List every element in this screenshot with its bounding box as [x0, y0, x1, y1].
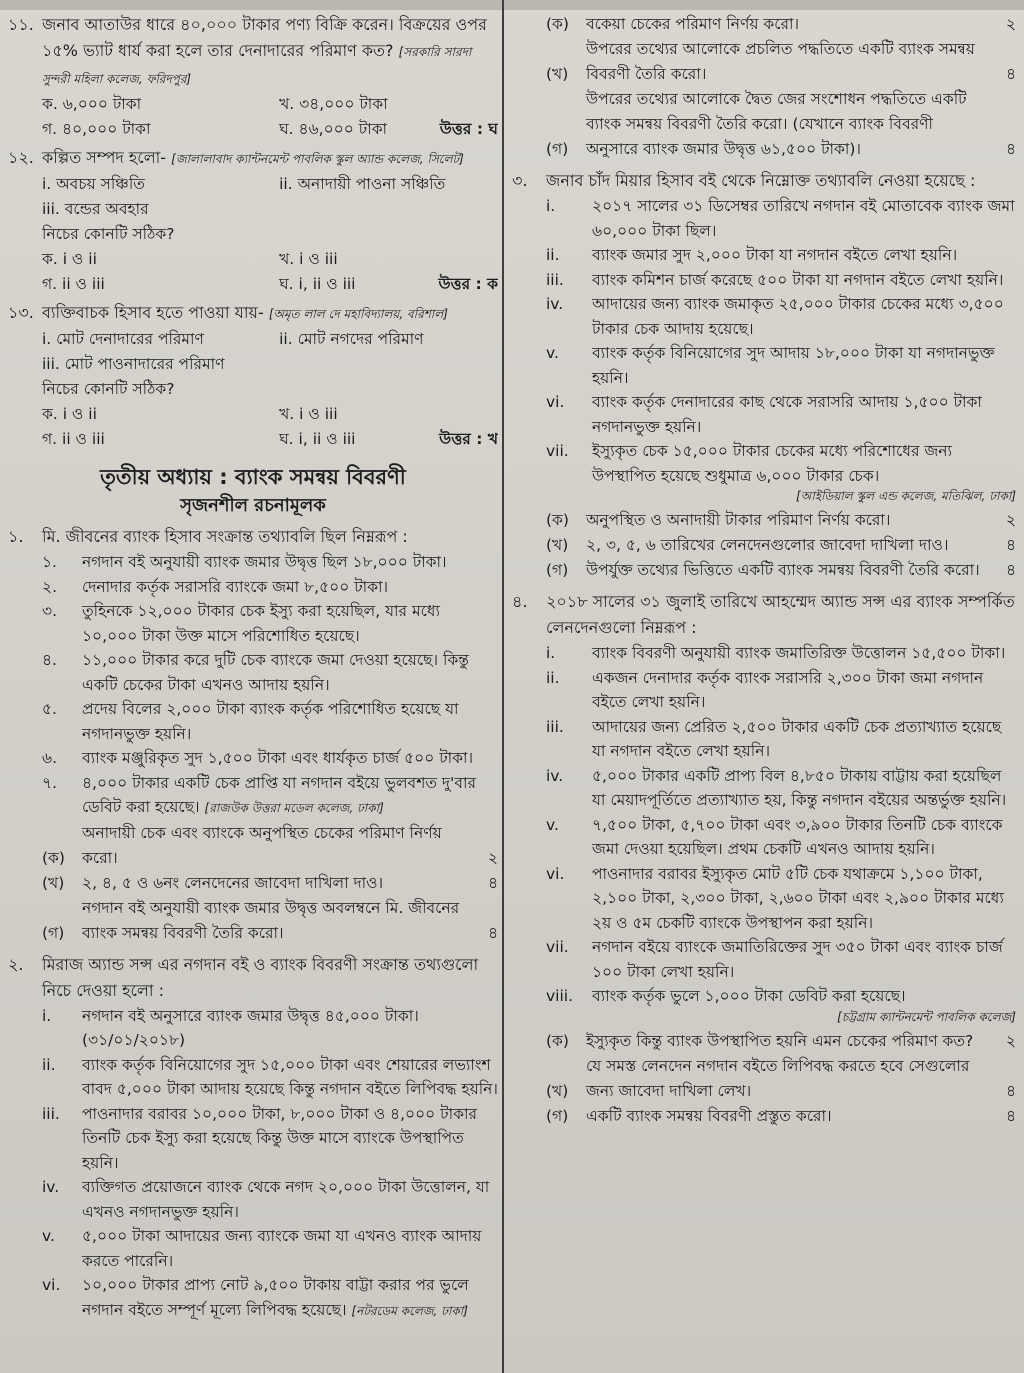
creative-question-2: [8, 952, 498, 1324]
statement: ii. অনাদায়ী পাওনা সঞ্চিতি: [279, 175, 446, 193]
creative-question-3: [512, 168, 1016, 583]
question-number: ৩.: [512, 171, 528, 190]
option-ga: গ. ii ও iii: [42, 275, 105, 293]
marks: ৪: [1005, 1081, 1016, 1100]
mcq-question-13: [8, 300, 498, 452]
list-item: ১. নগদান বই অনুযায়ী ব্যাংক জমার উদ্বৃত্ত ছিল ১৮,০০০ টাকা।: [42, 553, 447, 571]
statement: i. মোট দেনাদারের পরিমাণ: [42, 330, 204, 348]
left-column: [8, 12, 498, 1329]
list-item: iv. ব্যক্তিগত প্রয়োজনে ব্যাংক থেকে নগদ ২০,০০০ টাকা উত্তোলন, যা এখনও নগদানভুক্ত হয়নি।: [42, 1178, 490, 1221]
question-number: ৪.: [512, 592, 528, 611]
statement: iii. মোট পাওনাদারের পরিমাণ: [42, 355, 225, 373]
marks: ৪: [487, 923, 498, 942]
sub-question-ka: (ক) অনুপস্থিত ও অনাদায়ী টাকার পরিমাণ নির্ণয় করো। ২: [546, 508, 1016, 533]
source-institution: [চট্টগ্রাম ক্যান্টনমেন্ট পাবলিক কলেজ]: [837, 1009, 1016, 1024]
creative-question-4: [512, 589, 1016, 1129]
sub-question-ga: (গ) উপরের তথ্যের আলোকে দ্বৈত জের সংশোধন পদ্ধতিতে একটি ব্যাংক সমন্বয় বিবরণী তৈরি করো। (যেখানে ব্যাংক বিবরণী অনুসারে ব্যাংক জমার উদ্বৃত্ত ৬১,৫০০ টাকা)। ৪: [546, 87, 1016, 162]
data-list: [546, 194, 1016, 488]
statements-grid: [42, 327, 498, 352]
list-item: i. ব্যাংক বিবরণী অনুযায়ী ব্যাংক জমাতিরিক্ত উত্তোলন ১৫,৫০০ টাকা।: [546, 644, 1006, 662]
question-number: ২.: [8, 954, 24, 974]
question-text: কল্পিত সম্পদ হলো- [জালালাবাদ ক্যান্টনমেন্ট পাবলিক স্কুল অ্যান্ড কলেজ, সিলেট]: [42, 148, 464, 167]
marks: ২: [1005, 1031, 1016, 1050]
sub-question-ga: (গ) একটি ব্যাংক সমন্বয় বিবরণী প্রস্তুত করো। ৪: [546, 1104, 1016, 1129]
question-text: মি. জীবনের ব্যাংক হিসাব সংক্রান্ত তথ্যাবলি ছিল নিম্নরূপ :: [42, 527, 408, 546]
source-institution: [নটরডেম কলেজ, ঢাকা]: [351, 1303, 468, 1318]
list-item: ৩. তুহিনকে ১২,০০০ টাকার চেক ইস্যু করা হয়েছিল, যার মধ্যে ১০,০০০ টাকা উক্ত মাসে পরিশোধিত হয়েছে।: [42, 602, 440, 645]
sub-question-kha: (খ) ২, ৩, ৫, ৬ তারিখের লেনদেনগুলোর জাবেদা দাখিলা দাও। ৪: [546, 533, 1016, 558]
statement: iii. বন্ডের অবহার: [42, 200, 149, 218]
option-ga: গ. ii ও iii: [42, 430, 105, 448]
options-grid: [42, 402, 498, 427]
marks: ৪: [1005, 65, 1016, 83]
data-list: [546, 641, 1016, 1009]
chapter-title: তৃতীয় অধ্যায় : ব্যাংক সমন্বয় বিবরণী: [100, 465, 406, 489]
statements-grid: [42, 172, 498, 197]
question-number: ১.: [8, 527, 24, 546]
option-ga: গ. ৪০,০০০ টাকা: [42, 120, 151, 138]
sub-question-kha: (খ) যে সমস্ত লেনদেন নগদান বইতে লিপিবদ্ধ করতে হবে সেগুলোর জন্য জাবেদা দাখিলা লেখ। ৪: [546, 1054, 1016, 1104]
option-ka: ক. i ও ii: [42, 250, 97, 268]
list-item: ২. দেনাদার কর্তৃক সরাসরি ব্যাংকে জমা ৮,৫০০ টাকা।: [42, 577, 389, 596]
question-number: ১১.: [8, 15, 34, 34]
sub-question-ga: (গ) নগদান বই অনুযায়ী ব্যাংক জমার উদ্বৃত্ত অবলম্বনে মি. জীবনের ব্যাংক সমন্বয় বিবরণী তৈরি করো। ৪: [42, 896, 498, 946]
option-gha: ঘ. i, ii ও iii: [279, 430, 356, 448]
list-item: ii. একজন দেনাদার কর্তৃক ব্যাংক সরাসরি ২,৩০০ টাকা জমা নগদান বইতে লেখা হয়নি।: [546, 668, 984, 711]
answer-label: উত্তর : ঘ: [439, 120, 498, 138]
marks: ৪: [1005, 536, 1016, 554]
sub-question-kha: (খ) উপরের তথ্যের আলোকে প্রচলিত পদ্ধতিতে একটি ব্যাংক সমন্বয় বিবরণী তৈরি করো। ৪: [546, 37, 1016, 87]
section-subtitle: সৃজনশীল রচনামূলক: [180, 495, 326, 516]
question-text: ব্যক্তিবাচক হিসাব হতে পাওয়া যায়- [অমৃত লাল দে মহাবিদ্যালয়, বরিশাল]: [42, 303, 448, 322]
options-answer-row: [42, 427, 498, 452]
options-grid: [42, 92, 498, 117]
marks: ৪: [1005, 140, 1016, 158]
option-gha: ঘ. i, ii ও iii: [279, 275, 356, 293]
list-item: ৬. ব্যাংক মঞ্জুরিকৃত সুদ ১,৫০০ টাকা এবং ধার্যকৃত চার্জ ৫০০ টাকা।: [42, 749, 474, 767]
options-grid: [42, 247, 498, 272]
marks: ৪: [1005, 561, 1016, 579]
sub-question-ka: (ক) অনাদায়ী চেক এবং ব্যাংকে অনুপস্থিত চেকের পরিমাণ নির্ণয় করো। ২: [42, 821, 498, 871]
list-item: vi. ১০,০০০ টাকার প্রাপ্য নোট ৯,৫০০ টাকায় বাট্টা করার পর ভুলে নগদান বইতে সম্পূর্ণ মূল্যে লিপিবদ্ধ হয়েছে। [নটরডেম কলেজ, ঢাকা]: [42, 1276, 469, 1319]
question-text: মিরাজ অ্যান্ড সন্স এর নগদান বই ও ব্যাংক বিবরণী সংক্রান্ত তথ্যগুলো নিচে দেওয়া হলো :: [42, 954, 479, 1000]
list-item: ii. ব্যাংক জমার সুদ ২,০০০ টাকা যা নগদান বইতে লেখা হয়নি।: [546, 246, 958, 264]
list-item: ৫. প্রদেয় বিলের ২,০০০ টাকা ব্যাংক কর্তৃক পরিশোধিত হয়েছে যা নগদানভুক্ত হয়নি।: [42, 700, 459, 743]
marks: ২: [1005, 15, 1016, 33]
source-institution: [অমৃত লাল দে মহাবিদ্যালয়, বরিশাল]: [268, 307, 448, 321]
source-institution: [আইডিয়াল স্কুল এন্ড কলেজ, মতিঝিল, ঢাকা]: [796, 489, 1016, 503]
list-item: viii. ব্যাংক কর্তৃক ভুলে ১,০০০ টাকা ডেবিট করা হয়েছে।: [546, 987, 906, 1005]
question-prompt: নিচের কোনটি সঠিক?: [42, 225, 175, 243]
list-item: iv. ৫,০০০ টাকার একটি প্রাপ্য বিল ৪,৮৫০ টাকায় বাট্টায় করা হয়েছিল যা মেয়াদপূর্তিতে প্রত্যাখ্যাত হয়, কিন্তু নগদান বইয়ের অন্তর্ভুক্ত হয়নি।: [546, 766, 1007, 809]
question-text: জনাব আতাউর ধারে ৪০,০০০ টাকার পণ্য বিক্রি করেন। বিক্রয়ের ওপর ১৫% ভ্যাট ধার্য করা হলে তার দেনাদারের পরিমাণ কত? [সরকারি সারদা সুন্দরী মহিলা কলেজ, ফরিদপুর]: [42, 15, 487, 86]
creative-question-2-subquestions: [512, 12, 1016, 162]
sub-question-ka: (ক) বকেয়া চেকের পরিমাণ নির্ণয় করো। ২: [546, 12, 1016, 37]
option-ka: ক. ৬,০০০ টাকা: [42, 95, 142, 113]
list-item: vi. ব্যাংক কর্তৃক দেনাদারের কাছ থেকে সরাসরি আদায় ১,৫০০ টাকা নগদানভুক্ত হয়নি।: [546, 393, 982, 436]
list-item: vii. নগদান বইয়ে ব্যাংকে জমাতিরিক্তের সুদ ৩৫০ টাকা এবং ব্যাংক চার্জ ১০০ টাকা লেখা হয়নি।: [546, 938, 1003, 981]
sub-question-kha: (খ) ২, ৪, ৫ ও ৬নং লেনদেনের জাবেদা দাখিলা দাও। ৪: [42, 871, 498, 896]
right-column: [512, 12, 1016, 1135]
marks: ২: [487, 848, 498, 867]
column-divider: [502, 0, 504, 1373]
question-text: ২০১৮ সালের ৩১ জুলাই তারিখে আহম্মেদ অ্যান্ড সন্স এর ব্যাংক সম্পর্কিত লেনদেনগুলো নিম্নরূপ :: [546, 592, 1015, 637]
option-gha: ঘ. ৪৬,০০০ টাকা: [279, 120, 388, 138]
option-kha: খ. i ও iii: [279, 250, 338, 268]
statement: i. অবচয় সঞ্চিতি: [42, 175, 145, 193]
list-item: ii. ব্যাংক কর্তৃক বিনিয়োগের সুদ ১৫,০০০ টাকা এবং শেয়ারের লভ্যাংশ বাবদ ৫,০০০ টাকা আদায় হয়েছে কিন্তু নগদান বইতে লিপিবদ্ধ হয়নি।: [42, 1055, 498, 1098]
options-answer-row: [42, 272, 498, 297]
question-prompt: নিচের কোনটি সঠিক?: [42, 380, 175, 398]
list-item: i. ২০১৭ সালের ৩১ ডিসেম্বর তারিখে নগদান বই মোতাবেক ব্যাংক জমা ৬০,০০০ টাকা ছিল।: [546, 197, 1015, 240]
question-number: ১৩.: [8, 303, 34, 322]
list-item: v. ৭,৫০০ টাকা, ৫,৭০০ টাকা এবং ৩,৯০০ টাকার তিনটি চেক ব্যাংকে জমা দেওয়া হয়েছিল। প্রথম চেকটি এখনও আদায় হয়নি।: [546, 815, 1003, 858]
marks: ২: [1005, 511, 1016, 529]
question-number: ১২.: [8, 148, 34, 167]
statement: ii. মোট নগদের পরিমাণ: [279, 330, 424, 348]
question-text: জনাব চাঁদ মিয়ার হিসাব বই থেকে নিম্নোক্ত তথ্যাবলি নেওয়া হয়েছে :: [546, 171, 976, 190]
creative-question-1: [8, 524, 498, 946]
answer-label: উত্তর : খ: [439, 430, 498, 448]
mcq-question-11: [8, 12, 498, 142]
data-list: [42, 550, 498, 821]
sub-question-ga: (গ) উপর্যুক্ত তথ্যের ভিত্তিতে একটি ব্যাংক সমন্বয় বিবরণী তৈরি করো। ৪: [546, 558, 1016, 583]
list-item: iv. আদায়ের জন্য ব্যাংক জমাকৃত ২৫,০০০ টাকার চেকের মধ্যে ৩,৫০০ টাকার চেক আদায় হয়েছে।: [546, 295, 1004, 338]
marks: ৪: [487, 873, 498, 892]
option-kha: খ. i ও iii: [279, 405, 338, 423]
list-item: v. ৫,০০০ টাকা আদায়ের জন্য ব্যাংকে জমা যা এখনও ব্যাংক আদায় করতে পারেনি।: [42, 1227, 482, 1270]
top-margin-strip: [0, 0, 1024, 10]
option-ka: ক. i ও ii: [42, 405, 97, 423]
list-item: iii. পাওনাদার বরাবর ১০,০০০ টাকা, ৮,০০০ টাকা ও ৪,০০০ টাকার তিনটি চেক ইস্যু করা হয়েছে কিন্তু উক্ত মাসে ব্যাংকে উপস্থাপিত হয়নি।: [42, 1104, 477, 1172]
list-item: vii. ইস্যুকৃত চেক ১৫,০০০ টাকার চেকের মধ্যে পরিশোধের জন্য উপস্থাপিত হয়েছে শুধুমাত্র ৬,০০০ টাকার চেক।: [546, 442, 953, 485]
list-item: vi. পাওনাদার বরাবর ইস্যুকৃত মোট ৫টি চেক যথাক্রমে ১,১০০ টাকা, ২,১০০ টাকা, ২,৩০০ টাকা, ২,৬০০ টাকা এবং ২,৯০০ টাকার মধ্যে ২য় ও ৫ম চেকটি ব্যাংকে উপস্থাপন করা হয়নি।: [546, 864, 1004, 932]
source-institution: [রাজউক উত্তরা মডেল কলেজ, ঢাকা]: [204, 801, 384, 815]
list-item: ৪. ১১,০০০ টাকার করে দুটি চেক ব্যাংকে জমা দেওয়া হয়েছে। কিন্তু একটি চেকের টাকা এখনও আদায় হয়নি।: [42, 651, 469, 694]
list-item: i. নগদান বই অনুসারে ব্যাংক জমার উদ্বৃত্ত ৪৫,০০০ টাকা। (৩১/০১/২০১৮): [42, 1006, 419, 1049]
source-institution: [জালালাবাদ ক্যান্টনমেন্ট পাবলিক স্কুল অ্যান্ড কলেজ, সিলেট]: [171, 152, 464, 166]
list-item: v. ব্যাংক কর্তৃক বিনিয়োগের সুদ আদায় ১৮,০০০ টাকা যা নগদানভুক্ত হয়নি।: [546, 344, 995, 387]
data-list: [42, 1004, 498, 1324]
source-institution: [সরকারি সারদা সুন্দরী মহিলা কলেজ, ফরিদপুর]: [42, 45, 472, 86]
sub-question-ka: (ক) ইস্যুকৃত কিন্তু ব্যাংক উপস্থাপিত হয়নি এমন চেকের পরিমাণ কত? ২: [546, 1029, 1016, 1054]
marks: ৪: [1005, 1106, 1016, 1125]
mcq-question-12: [8, 145, 498, 297]
list-item: iii. ব্যাংক কমিশন চার্জ করেছে ৫০০ টাকা যা নগদান বইতে লেখা হয়নি।: [546, 270, 1004, 289]
options-answer-row: [42, 117, 498, 142]
option-kha: খ. ৩৪,০০০ টাকা: [279, 95, 388, 113]
list-item: iii. আদায়ের জন্য প্রেরিত ২,৫০০ টাকার একটি চেক প্রত্যাখ্যাত হয়েছে যা নগদান বইতে লেখা হয়নি।: [546, 717, 1002, 760]
answer-label: উত্তর : ক: [438, 275, 498, 293]
list-item: ৭. ৪,০০০ টাকার একটি চেক প্রাপ্তি যা নগদান বইয়ে ভুলবশত দু'বার ডেবিট করা হয়েছে। [রাজউক উত্তরা মডেল কলেজ, ঢাকা]: [42, 773, 476, 816]
